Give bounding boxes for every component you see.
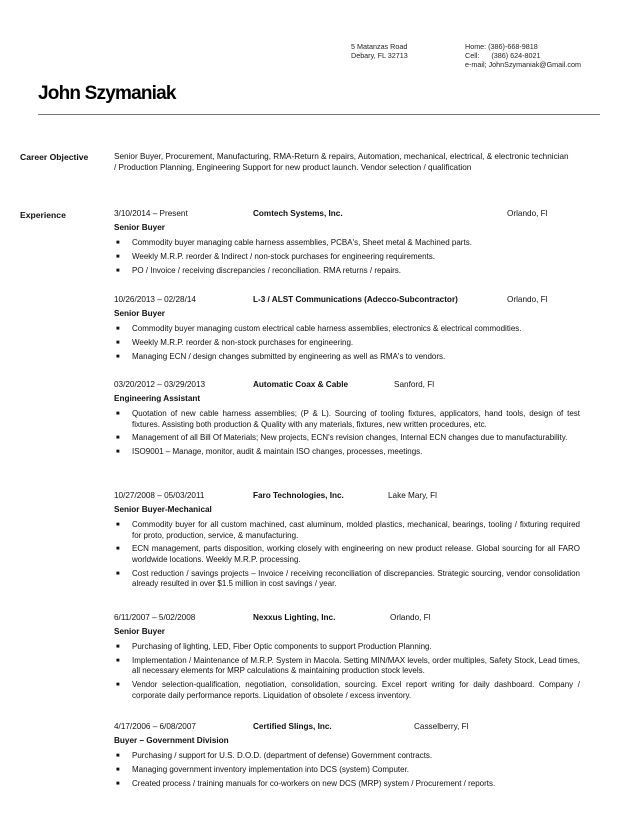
bullet-icon: ■ [116,682,120,689]
job-dates: 6/11/2007 – 5/02/2008 [114,613,196,622]
list-item: ■ Created process / training manuals for co-workers on new DCS (MRP) system / Procurement / reports. [116,778,496,788]
list-item: ■ PO / Invoice / receiving discrepancies / reconciliation. RMA returns / repairs. [116,265,401,275]
job-title: Senior Buyer [114,627,165,636]
email: e-mail; JohnSzymaniak@Gmail.com [465,60,581,69]
bullet-icon: ■ [116,267,120,274]
bullet-icon: ■ [116,411,120,417]
job-company: Faro Technologies, Inc. [253,491,344,500]
bullet-icon: ■ [116,353,120,360]
job-company: Automatic Coax & Cable [253,380,349,389]
resume-name: John Szymaniak [38,83,176,104]
job-location: Casselberry, Fl [414,722,469,731]
bullet-icon: ■ [116,339,120,346]
job-dates: 03/20/2012 – 03/29/2013 [114,380,206,389]
job-title: Senior Buyer [114,309,165,318]
job-company: Comtech Systems, Inc. [253,209,343,218]
bullet-icon: ■ [116,522,120,528]
bullet-icon: ■ [116,240,120,246]
cell-phone: Cell: (386) 624-8021 [465,51,541,60]
job-location: Sanford, Fl [394,380,435,389]
bullet-icon: ■ [116,753,120,759]
job-location: Orlando, Fl [507,209,548,218]
bullet-icon: ■ [116,449,120,456]
list-item: ■ Management of all Bill Of Materials; New projects, ECN's revision changes, Internal ECN changes due to manufacturability. [116,433,568,443]
list-item: ■ Cost reduction / savings projects – Invoice / receiving reconciliation of discrepancies. Strategic sourcing, vendor consolidation already resulted in over $1.5 million in cost savings / year. [116,568,580,589]
list-item: ■ Implementation / Maintenance of M.R.P. System in Macola. Setting MIN/MAX levels, order multiples, Safety Stock, Lead times, all necessary elements for MRP calculations & maintaining production stock levels. [116,655,580,676]
bullet-icon: ■ [116,780,120,787]
address-line-1: 5 Matanzas Road [351,42,408,51]
bullet-icon: ■ [116,766,120,773]
job-title: Buyer – Government Division [114,736,229,745]
bullet-icon: ■ [116,435,120,442]
job-location: Orlando, Fl [390,613,431,622]
job-title: Engineering Assistant [114,394,201,403]
address-line-2: Debary, FL 32713 [351,51,408,60]
list-item: ■ Weekly M.R.P. reorder & non-stock purchases for engineering. [116,337,354,347]
list-item: ■ Purchasing / support for U.S. D.O.D. (department of defense) Government contracts. [116,751,433,760]
job-title: Senior Buyer [114,223,165,232]
job-location: Lake Mary, Fl [388,491,437,500]
job-location: Orlando, Fl [507,295,548,304]
job-dates: 10/26/2013 – 02/28/14 [114,295,196,304]
career-objective-label: Career Objective [20,152,89,162]
job-company: L-3 / ALST Communications (Adecco-Subcontractor) [253,295,458,304]
list-item: ■ Vendor selection-qualification, negotiation, consolidation, sourcing. Excel report writing for daily dashboard. Company / corporate daily performance reports. Liquidation of obsolete / excess inventory. [116,680,580,700]
experience-label: Experience [20,210,66,220]
bullet-icon: ■ [116,253,120,260]
list-item: ■ Commodity buyer managing cable harness assemblies, PCBA's, Sheet metal & Machined parts. [116,238,472,247]
header-divider [38,114,600,115]
job-title: Senior Buyer-Mechanical [114,505,212,514]
list-item: ■ Weekly M.R.P. reorder & Indirect / non-stock purchases for engineering requirements. [116,251,435,261]
bullet-icon: ■ [116,657,120,664]
bullet-icon: ■ [116,644,120,650]
list-item: ■ Managing ECN / design changes submitted by engineering as well as RMA's to vendors. [116,351,446,361]
list-item: ■ Quotation of new cable harness assemblies; (P & L). Sourcing of tooling fixtures, applicators, hand tools, design of test fixtures. Assisting both production & Quality with any materials, fixtures, new written procedures, etc. [116,409,580,429]
home-phone: Home: (386)-668-9818 [465,42,538,51]
list-item: ■ Commodity buyer for all custom machined, cast aluminum, molded plastics, mechanical, bearings, tooling / fixturing required for proto, production, service, & manufacturing. [116,520,580,540]
job-dates: 3/10/2014 – Present [114,209,188,218]
bullet-icon: ■ [116,570,120,577]
bullet-icon: ■ [116,326,120,332]
bullet-icon: ■ [116,546,120,553]
list-item: ■ ISO9001 – Manage, monitor, audit & maintain ISO changes, processes, meetings. [116,447,423,457]
list-item: ■ Managing government inventory implementation into DCS (system) Computer. [116,764,410,774]
job-company: Certified Slings, Inc. [253,722,332,731]
list-item: ■ ECN management, parts disposition, working closely with engineering on new product release. Global sourcing for all FARO worldwide locations. Weekly M.R.P. processing. [116,544,580,564]
job-dates: 4/17/2006 – 6/08/2007 [114,722,196,731]
career-objective-text: Senior Buyer, Procurement, Manufacturing, RMA-Return & repairs, Automation, mechanical, electrical, & electronic technician / Production Planning, Engineering Support for new product launch. Vendor selection / qualification [114,152,569,173]
list-item: ■ Commodity buyer managing custom electrical cable harness assemblies, electronics & electrical commodities. [116,324,522,333]
list-item: ■ Purchasing of lighting, LED, Fiber Optic components to support Production Planning. [116,642,432,651]
job-company: Nexxus Lighting, Inc. [253,613,336,622]
job-dates: 10/27/2008 – 05/03/2011 [114,491,205,500]
